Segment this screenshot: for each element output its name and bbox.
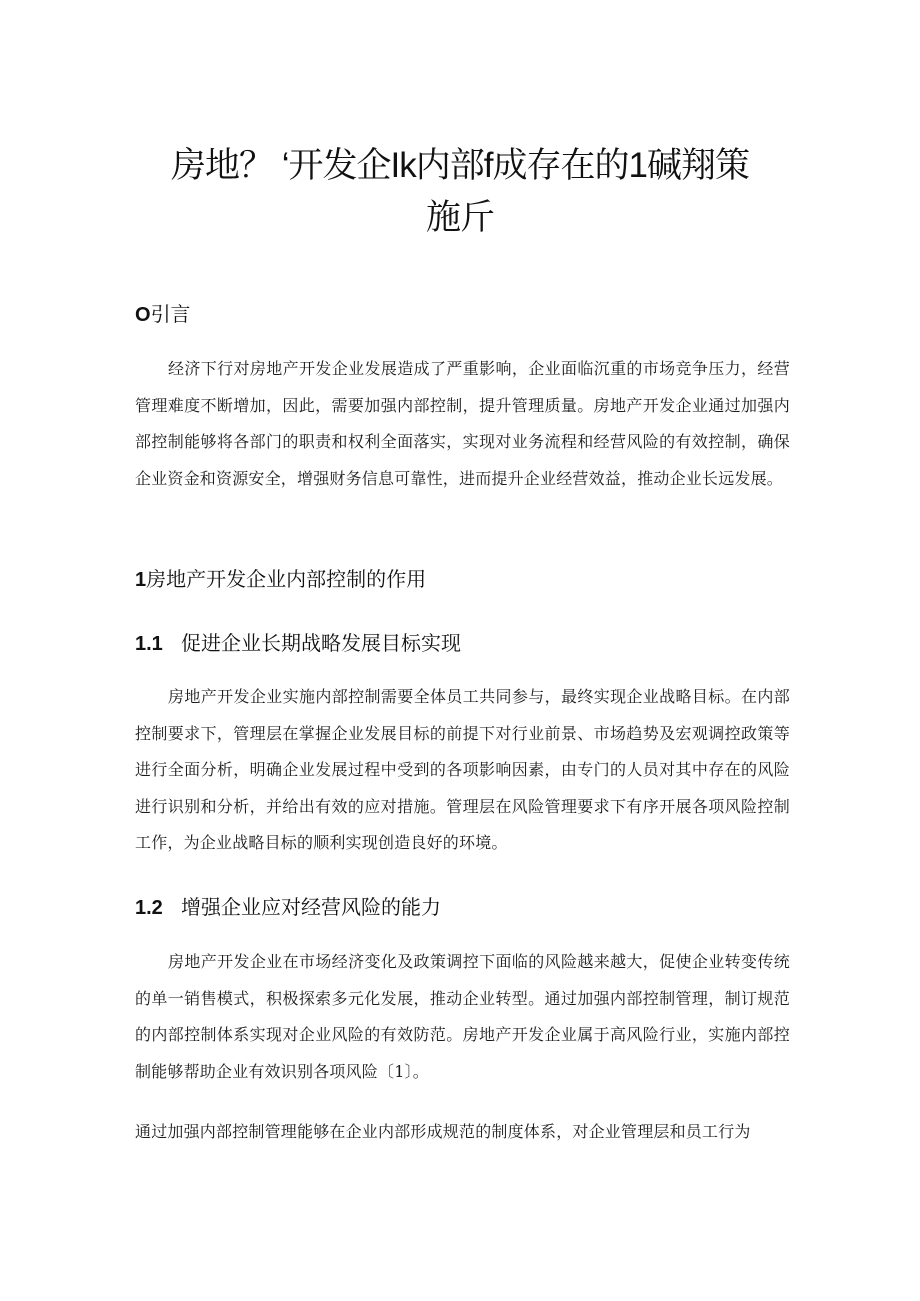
document-title-line-2: 施斤 xyxy=(425,198,494,237)
section-title: 房地产开发企业内部控制的作用 xyxy=(146,569,427,591)
section-heading-1 xyxy=(135,563,426,592)
section-heading-intro xyxy=(135,298,191,327)
section-title: 引言 xyxy=(150,304,191,326)
intro-paragraph: 经济下行对房地产开发企业发展造成了严重影响，企业面临沉重的市场竞争压力，经营管理难度不断增加，因此，需要加强内部控制，提升管理质量。房地产开发企业通过加强内部控制能够将各部门的职责和权利全面落实，实现对业务流程和经营风险的有效控制，确保企业资金和资源安全，增强财务信息可靠性，进而提升企业经营效益，推动企业长远发展。 xyxy=(135,359,790,488)
section-number: O xyxy=(135,304,151,326)
document-title-line-1: 房地？ ‘开发企Ik内部f成存在的1碱翔策 xyxy=(171,146,749,185)
section-number: 1 xyxy=(135,569,147,591)
section-heading-1-1 xyxy=(135,627,461,656)
section-number: 1.1 xyxy=(135,633,163,655)
section-number: 1.2 xyxy=(135,897,163,919)
section-title: 增强企业应对经营风险的能力 xyxy=(181,897,441,919)
section-1-2-paragraph: 房地产开发企业在市场经济变化及政策调控下面临的风险越来越大，促使企业转变传统的单一销售模式，积极探索多元化发展，推动企业转型。通过加强内部控制管理，制订规范的内部控制体系实现对企业风险的有效防范。房地产开发企业属于高风险行业，实施内部控制能够帮助企业有效识别各项风险〔1〕。 xyxy=(135,952,790,1081)
section-title: 促进企业长期战略发展目标实现 xyxy=(181,633,461,655)
section-1-1-paragraph: 房地产开发企业实施内部控制需要全体员工共同参与，最终实现企业战略目标。在内部控制要求下，管理层在掌握企业发展目标的前提下对行业前景、市场趋势及宏观调控政策等进行全面分析，明确企业发展过程中受到的各项影响因素，由专门的人员对其中存在的风险进行识别和分析，并给出有效的应对措施。管理层在风险管理要求下有序开展各项风险控制工作，为企业战略目标的顺利实现创造良好的环境。 xyxy=(135,687,790,852)
section-heading-1-2 xyxy=(135,891,441,920)
section-1-2-paragraph-continued: 通过加强内部控制管理能够在企业内部形成规范的制度体系，对企业管理层和员工行为 xyxy=(135,1122,751,1141)
